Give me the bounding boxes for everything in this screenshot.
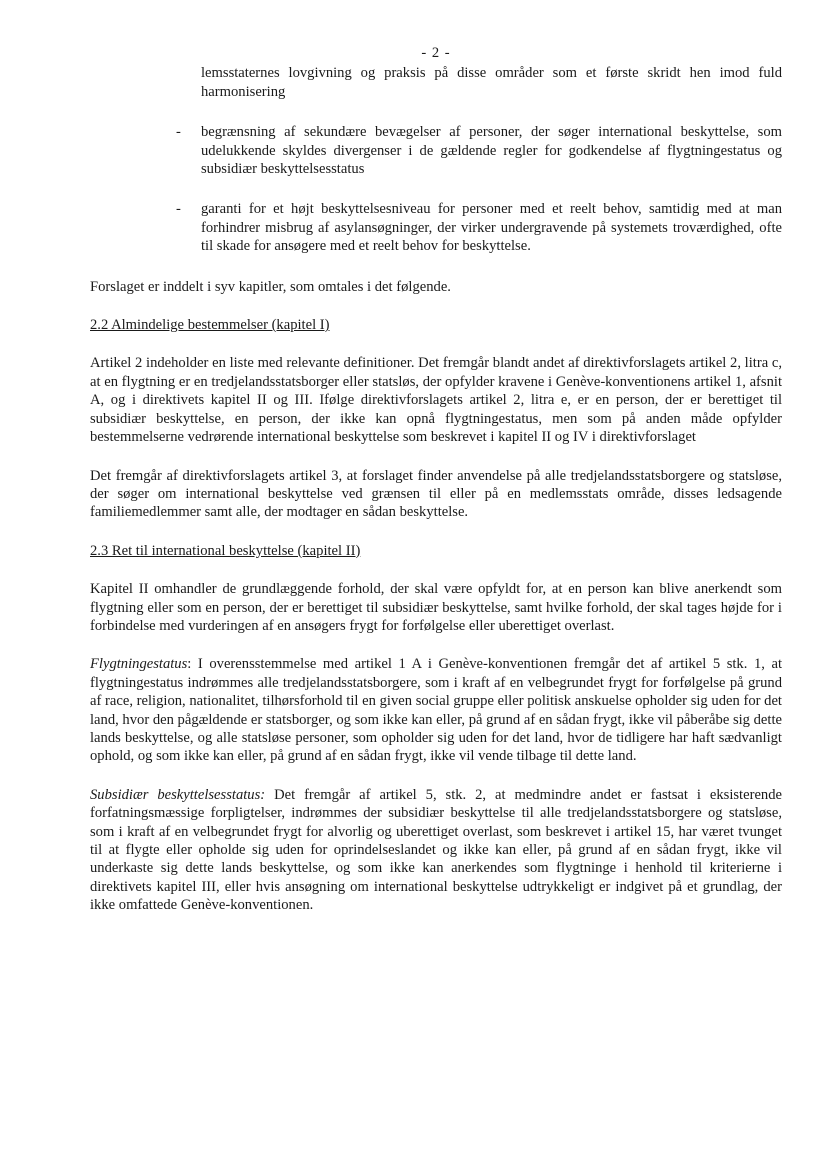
bullet-dash: - — [176, 124, 181, 141]
section-heading-2-2: 2.2 Almindelige bestemmelser (kapitel I) — [90, 317, 330, 334]
section-heading-2-3: 2.3 Ret til international beskyttelse (kapitel II) — [90, 542, 361, 559]
page-number: - 2 - — [421, 45, 451, 61]
refugee-status-label: Flygtningestatus — [90, 656, 188, 673]
paragraph-definitions: Artikel 2 indeholder en liste med relevante definitioner. Det fremgår blandt andet af direktivforslagets artikel 2, litra c, at en flygtning er en tredjelandsstatsborger eller statsløs, der opfylder kravene i Genève-konventionens artikel 1, afsnit A, og i direktivets kapitel II og III. Ifølge direktivforslagets artikel 2, litra e, er en person, der er berettiget til subsidiær beskyttelse, en person, der ikke kan opnå flygtningestatus, men som på anden måde opfylder bestemmelserne vedrørende international beskyttelse som beskrevet i kapitel II og IV i direktivforslaget — [90, 355, 782, 446]
subsidiary-protection-label: Subsidiær beskyttelsesstatus: — [90, 786, 266, 803]
bullet-dash: - — [176, 201, 181, 218]
paragraph-refugee-status — [90, 655, 782, 765]
overview-paragraph: Forslaget er inddelt i syv kapitler, som omtales i det følgende. — [90, 278, 451, 295]
intro-continuation: lemsstaternes lovgivning og praksis på disse områder som et første skridt hen imod fuld harmonisering — [201, 65, 782, 100]
paragraph-subsidiary-protection — [90, 786, 782, 915]
subsidiary-protection-text: Det fremgår af artikel 5, stk. 2, at medmindre andet er fastsat i eksisterende forfatningsmæssige forpligtelser, indrømmes der subsidiær beskyttelse til alle tredjelandsstatsborgere og statsløse, som i kraft af en velbegrundet frygt for alvorlig og uberettiget overlast, som beskrevet i artikel 15, har været tvunget til at flygte eller opholde sig uden for oprindelseslandet og ikke kan eller, på grund af en sådan frygt, ikke vil underkaste sig dette lands beskyttelse, og som ikke kan anerkendes som flygtninge i henhold til kriterierne i direktivets kapitel III, eller hvis ansøgning om international beskyttelse udtrykkeligt er indgivet på et grundlag, der ikke omfattede Genève-konventionen. — [90, 786, 782, 914]
paragraph-chapter-ii: Kapitel II omhandler de grundlæggende forhold, der skal være opfyldt for, at en person kan blive anerkendt som flygtning eller som en person, der er berettiget til subsidiær beskyttelse, samt hvilke forhold, der skal tages højde for i forbindelse med vurderingen af en ansøgers frygt for forfølgelse eller uberettiget overlast. — [90, 581, 782, 634]
refugee-status-text: : I overensstemmelse med artikel 1 A i Genève-konventionen fremgår det af artikel 5 stk. 1, at flygtningestatus indrømmes alle tredjelandsstatsborgere, som i kraft af en velbegrundet frygt for forfølgelse på grund af race, religion, nationalitet, tilhørsforhold til en given social gruppe eller politisk anskuelse opholder sig uden for det land, hvor den pågældende er statsborger, og som ikke kan eller, på grund af en sådan frygt, ikke vil påberåbe sig dette lands beskyttelse, og alle statsløse personer, som opholder sig uden for det land, hvor de tidligere har haft sædvanligt ophold, og som ikke kan eller, på grund af en sådan frygt, ikke vil vende tilbage til dette land. — [90, 656, 782, 765]
paragraph-scope: Det fremgår af direktivforslagets artikel 3, at forslaget finder anvendelse på alle tredjelandsstatsborgere og statsløse, der søger om international beskyttelse ved grænsen til eller på en medlemsstats område, disses ledsagende familiemedlemmer samt alle, der modtager en sådan beskyttelse. — [90, 467, 782, 521]
bullet-text-1: begrænsning af sekundære bevægelser af personer, der søger international beskyttelse, som udelukkende skyldes divergenser i de gældende regler for godkendelse af flygtningestatus og subsidiær beskyttelsesstatus — [201, 124, 782, 178]
bullet-item-2 — [90, 200, 782, 255]
bullet-item-1 — [90, 123, 782, 178]
bullet-text-2: garanti for et højt beskyttelsesniveau for personer med et reelt behov, samtidig med at man forhindrer misbrug af asylansøgninger, der virker undergravende på systemets troværdighed, ofte til skade for ansøgere med et reelt behov for beskyttelse. — [201, 201, 782, 255]
document-page — [90, 44, 782, 935]
